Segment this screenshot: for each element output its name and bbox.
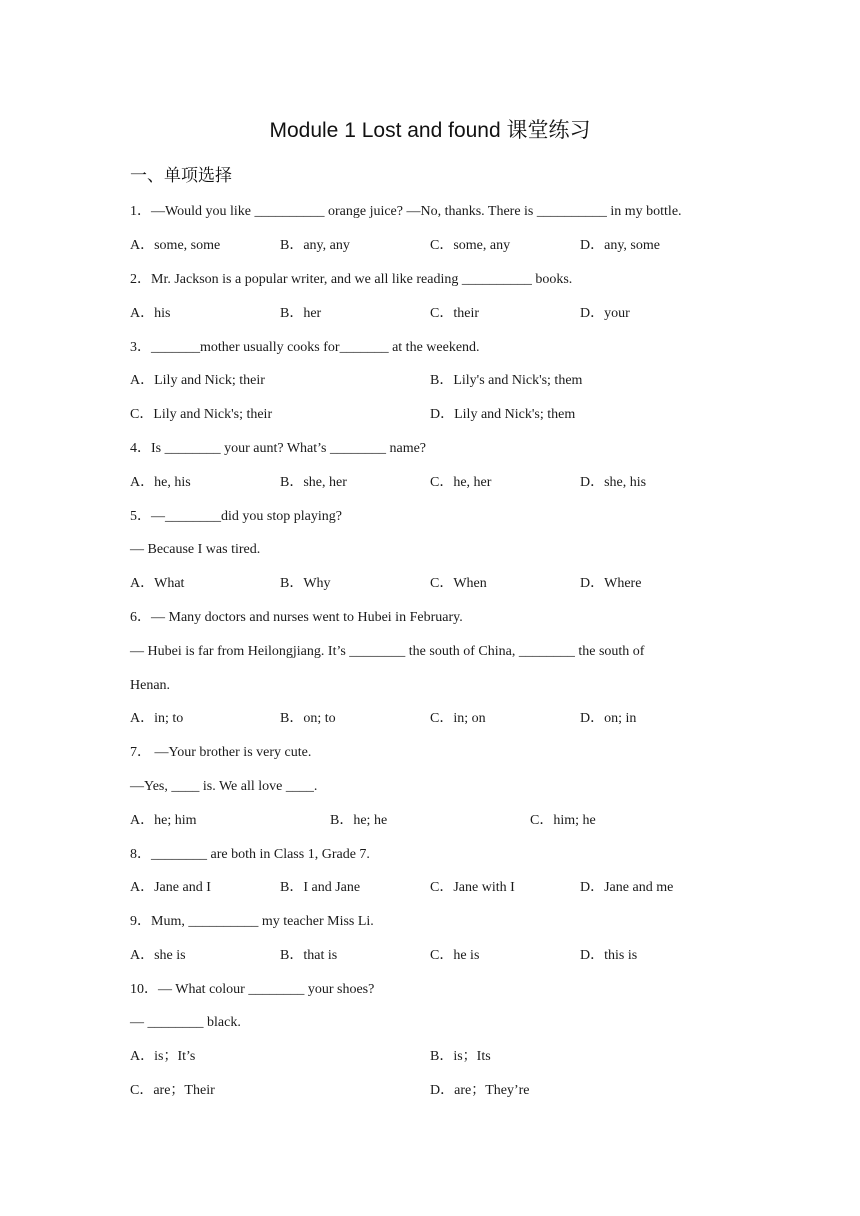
- q7-option-c: C．him; he: [530, 813, 596, 828]
- section-heading: 一、单项选择: [130, 166, 232, 186]
- question-3: 3．_______mother usually cooks for_______ at the weekend.: [130, 340, 480, 355]
- q3-option-b: B．Lily's and Nick's; them: [430, 373, 583, 388]
- q3-option-d: D．Lily and Nick's; them: [430, 407, 576, 422]
- q9-option-c: C．he is: [430, 948, 480, 963]
- question-7-line-2: —Yes, ____ is. We all love ____.: [130, 779, 318, 794]
- q8-option-b: B．I and Jane: [280, 880, 361, 895]
- q8-option-d: D．Jane and me: [580, 880, 674, 895]
- q9-option-a: A．she is: [130, 948, 186, 963]
- q4-option-b: B．she, her: [280, 475, 347, 490]
- q1-option-d: D．any, some: [580, 238, 660, 253]
- q7-option-a: A．he; him: [130, 813, 197, 828]
- q3-option-a: A．Lily and Nick; their: [130, 373, 265, 388]
- q2-option-d: D．your: [580, 306, 630, 321]
- q1-option-c: C．some, any: [430, 238, 511, 253]
- question-5: 5．—________did you stop playing?: [130, 509, 342, 524]
- q8-option-c: C．Jane with I: [430, 880, 515, 895]
- q3-option-c: C．Lily and Nick's; their: [130, 407, 273, 422]
- q4-option-c: C．he, her: [430, 475, 492, 490]
- q9-option-b: B．that is: [280, 948, 338, 963]
- question-4: 4．Is ________ your aunt? What’s ________ name?: [130, 441, 427, 456]
- q5-option-a: A．What: [130, 576, 185, 591]
- q10-option-a: A．is；It’s: [130, 1049, 196, 1064]
- q4-option-a: A．he, his: [130, 475, 191, 490]
- question-8: 8．________ are both in Class 1, Grade 7.: [130, 847, 370, 862]
- page-title: Module 1 Lost and found 课堂练习: [269, 119, 591, 142]
- q6-option-c: C．in; on: [430, 711, 486, 726]
- q2-option-c: C．their: [430, 306, 479, 321]
- q1-option-b: B．any, any: [280, 238, 350, 253]
- q6-option-b: B．on; to: [280, 711, 336, 726]
- q10-option-c: C．are；Their: [130, 1083, 215, 1098]
- q8-option-a: A．Jane and I: [130, 880, 211, 895]
- q6-option-d: D．on; in: [580, 711, 637, 726]
- q2-option-b: B．her: [280, 306, 322, 321]
- question-10: 10．— What colour ________ your shoes?: [130, 982, 375, 997]
- q7-option-b: B．he; he: [330, 813, 388, 828]
- q9-option-d: D．this is: [580, 948, 638, 963]
- question-10-line-2: — ________ black.: [130, 1015, 241, 1030]
- question-2: 2．Mr. Jackson is a popular writer, and we all like reading __________ books.: [130, 272, 573, 287]
- question-9: 9．Mum, __________ my teacher Miss Li.: [130, 914, 374, 929]
- q5-option-b: B．Why: [280, 576, 331, 591]
- question-1: 1．—Would you like __________ orange juice? —No, thanks. There is __________ in my bottle.: [130, 204, 682, 219]
- question-6-line-2: — Hubei is far from Heilongjiang. It’s ________ the south of China, ________ the south of: [130, 644, 645, 659]
- q1-option-a: A．some, some: [130, 238, 221, 253]
- question-6: 6．— Many doctors and nurses went to Hubei in February.: [130, 610, 463, 625]
- q5-option-d: D．Where: [580, 576, 642, 591]
- q6-option-a: A．in; to: [130, 711, 184, 726]
- q5-option-c: C．When: [430, 576, 487, 591]
- q10-option-d: D．are；They’re: [430, 1083, 530, 1098]
- q4-option-d: D．she, his: [580, 475, 647, 490]
- question-5-line-2: — Because I was tired.: [130, 542, 261, 557]
- q2-option-a: A．his: [130, 306, 171, 321]
- question-7: 7． —Your brother is very cute.: [130, 745, 312, 760]
- question-6-line-3: Henan.: [130, 678, 171, 693]
- q10-option-b: B．is；Its: [430, 1049, 491, 1064]
